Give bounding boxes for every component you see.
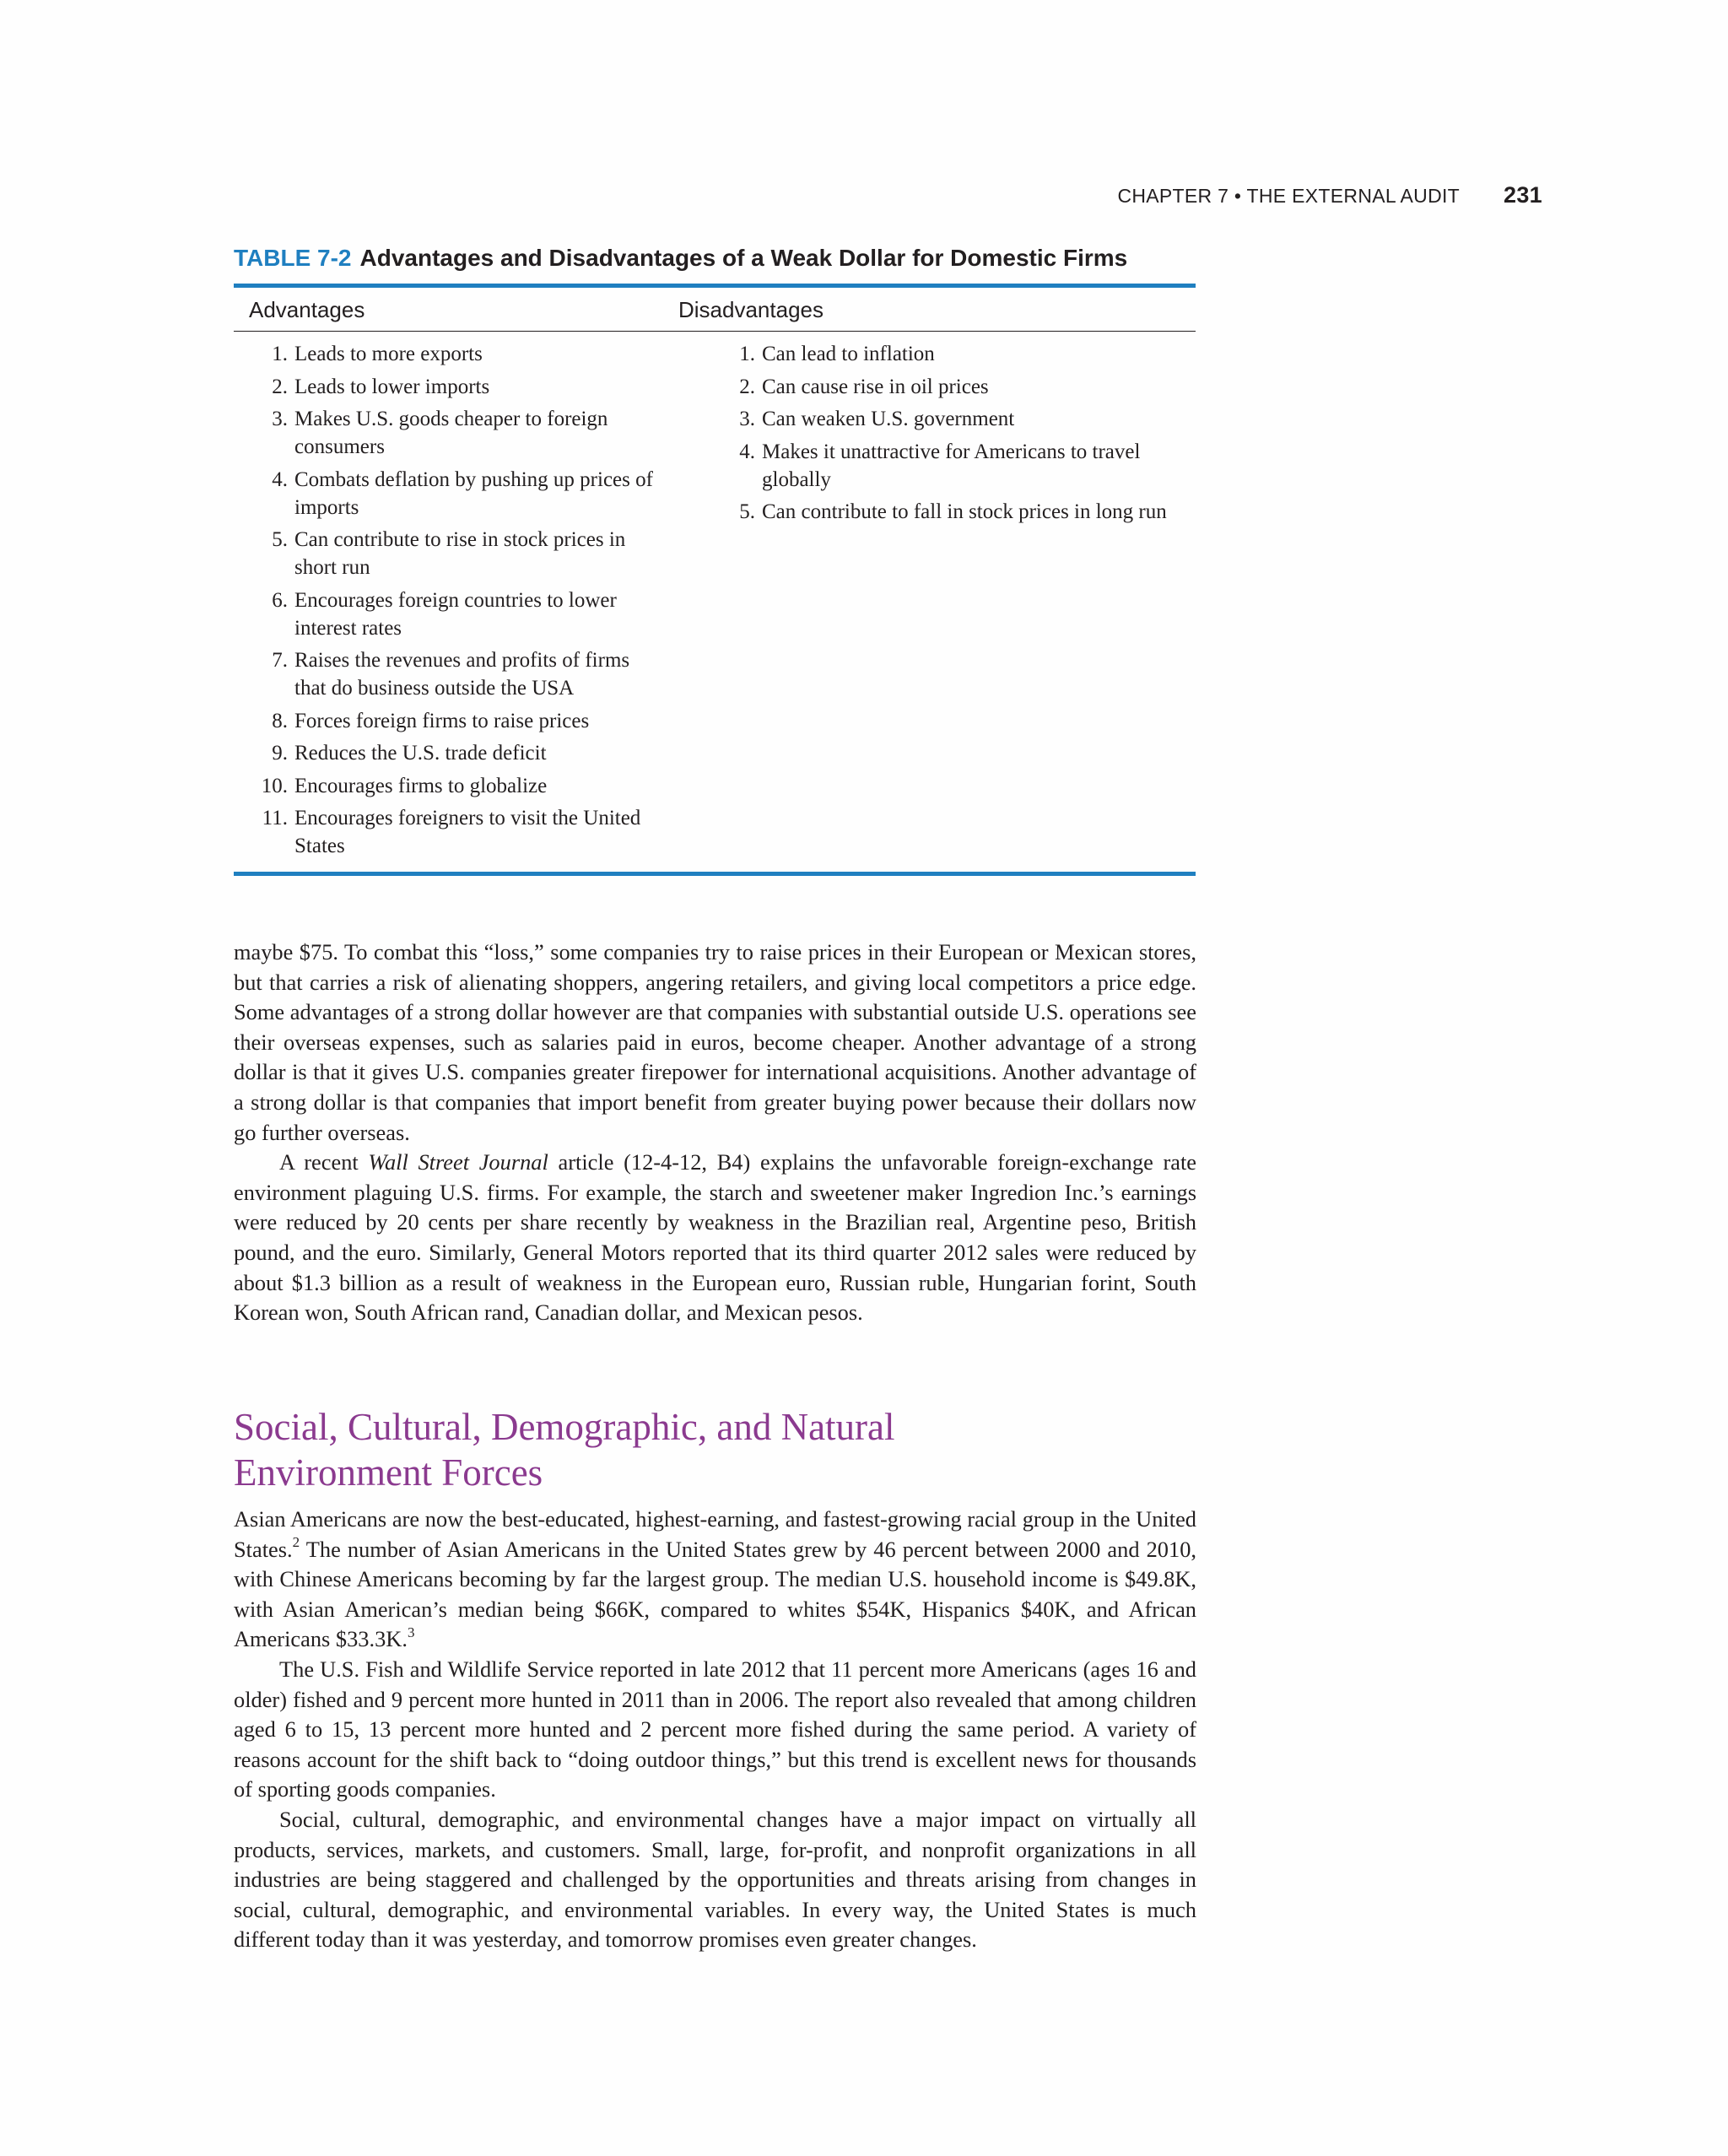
item-text: Leads to more exports <box>294 343 483 365</box>
text-run: Asian Americans are now the best-educated, highest-earning, and fastest-growing racial group in the United States. <box>234 1506 1196 1562</box>
publication-title: Wall Street Journal <box>368 1149 548 1175</box>
item-text: Can weaken U.S. government <box>762 408 1015 430</box>
item-number: 4. <box>739 440 755 463</box>
table-bottom-rule <box>234 872 1196 876</box>
body-text-lower <box>234 1505 1196 1955</box>
item-text: Makes it unattractive for Americans to travel globally <box>762 440 1141 491</box>
item-text: Leads to lower imports <box>294 375 490 398</box>
disadvantages-item <box>677 340 1196 368</box>
disadvantages-item <box>677 438 1196 494</box>
running-head <box>1117 182 1542 208</box>
section-heading-line: Social, Cultural, Demographic, and Natural <box>234 1406 895 1448</box>
disadvantages-column <box>677 340 1196 865</box>
running-title: CHAPTER 7 • THE EXTERNAL AUDIT <box>1117 185 1461 207</box>
advantages-item <box>234 804 677 860</box>
table-7-2 <box>234 243 1196 876</box>
disadvantages-item <box>677 373 1196 401</box>
item-text: Combats deflation by pushing up prices of imports <box>294 467 653 519</box>
disadvantages-item <box>677 498 1196 526</box>
item-number: 8. <box>272 709 288 732</box>
body-text-upper <box>234 938 1196 1328</box>
item-number: 3. <box>272 408 288 430</box>
item-number: 6. <box>272 588 288 612</box>
advantages-item <box>234 340 677 368</box>
disadvantages-item <box>677 405 1196 433</box>
paragraph <box>234 1148 1196 1328</box>
item-text: Encourages foreigners to visit the United States <box>294 807 641 857</box>
footnote-ref: 3 <box>407 1624 415 1640</box>
paragraph: Social, cultural, demographic, and environmental changes have a major impact on virtually all products, services, markets, and customers. Small, large, for-profit, and nonprofit organizations in all industries are being staggered and challenged by the opportunities and threats arising from changes in social, cultural, demographic, and environmental variables. In every way, the United States is much different today than it was yesterday, and tomorrow promises even greater changes. <box>234 1806 1196 1953</box>
page-number: 231 <box>1504 182 1542 208</box>
advantages-item <box>234 586 677 642</box>
disadvantages-header: Disadvantages <box>678 297 824 322</box>
item-text: Can cause rise in oil prices <box>762 375 989 398</box>
advantages-item <box>234 739 677 767</box>
advantages-item <box>234 526 677 581</box>
item-text: Raises the revenues and profits of firms that do business outside the USA <box>294 649 630 700</box>
item-number: 1. <box>739 343 755 365</box>
item-number: 5. <box>272 528 288 551</box>
table-number: TABLE 7-2 <box>234 245 352 271</box>
item-text: Can contribute to rise in stock prices in short run <box>294 528 626 579</box>
table-column-headers <box>234 288 1196 332</box>
text-run: article (12-4-12, B4) explains the unfavorable foreign-exchange rate environment plaguing U.S. firms. For example, the starch and sweetener maker Ingredion Inc.’s earnings were reduced by 20 cents per share recently by weakness in the Brazilian real, Argentine peso, British pound, and the euro. Similarly, General Motors reported that its third quarter 2012 sales were reduced by about $1.3 billion as a result of weakness in the European euro, Russian ruble, Hungarian forint, South Korean won, South African rand, Canadian dollar, and Mexican pesos. <box>234 1149 1196 1326</box>
item-number: 3. <box>739 408 755 430</box>
section-heading-line: Environment Forces <box>234 1451 543 1494</box>
item-text: Encourages firms to globalize <box>294 774 548 797</box>
advantages-header: Advantages <box>249 297 365 322</box>
item-number: 2. <box>739 375 755 398</box>
advantages-list <box>234 340 677 860</box>
advantages-item <box>234 646 677 702</box>
table-body <box>234 332 1196 872</box>
item-number: 5. <box>739 500 755 523</box>
item-number: 11. <box>262 807 288 829</box>
item-number: 7. <box>272 649 288 672</box>
advantages-item <box>234 466 677 521</box>
advantages-item <box>234 707 677 735</box>
item-number: 9. <box>272 742 288 765</box>
paragraph <box>234 1505 1196 1655</box>
table-title: Advantages and Disadvantages of a Weak Dollar for Domestic Firms <box>359 245 1128 271</box>
disadvantages-list <box>677 340 1196 526</box>
item-number: 1. <box>272 343 288 365</box>
advantages-item <box>234 373 677 401</box>
item-text: Encourages foreign countries to lower interest rates <box>294 588 617 640</box>
item-text: Can contribute to fall in stock prices in long run <box>762 500 1167 523</box>
item-number: 2. <box>272 375 288 398</box>
paragraph: maybe $75. To combat this “loss,” some companies try to raise prices in their European or Mexican stores, but that carries a risk of alienating shoppers, angering retailers, and giving local competitors a price edge. Some advantages of a strong dollar however are that companies with substantial outside U.S. operations see their overseas expenses, such as salaries paid in euros, become cheaper. Another advantage of a strong dollar is that it gives U.S. companies greater firepower for international acquisitions. Another advantage of a strong dollar is that companies that import benefit from greater buying power because their dollars now go further overseas. <box>234 939 1196 1145</box>
advantages-item <box>234 772 677 800</box>
advantages-column <box>234 340 677 865</box>
item-number: 10. <box>261 774 288 797</box>
footnote-ref: 2 <box>292 1533 300 1550</box>
paragraph: The U.S. Fish and Wildlife Service reported in late 2012 that 11 percent more Americans (ages 16 and older) fished and 9 percent more hunted in 2011 than in 2006. The report also revealed that among children aged 6 to 15, 13 percent more hunted and 2 percent more fished during the same period. A variety of reasons account for the shift back to “doing outdoor things,” but this trend is excellent news for thousands of sporting goods companies. <box>234 1656 1196 1802</box>
item-text: Can lead to inflation <box>762 343 935 365</box>
item-text: Reduces the U.S. trade deficit <box>294 742 547 765</box>
item-text: Forces foreign firms to raise prices <box>294 709 590 732</box>
advantages-item <box>234 405 677 461</box>
item-text: Makes U.S. goods cheaper to foreign consumers <box>294 408 608 458</box>
item-number: 4. <box>272 467 288 491</box>
table-caption <box>234 243 1196 273</box>
text-run: A recent <box>279 1149 369 1175</box>
section-heading <box>234 1404 1077 1495</box>
text-run: The number of Asian Americans in the United States grew by 46 percent between 2000 and 2010, with Chinese Americans becoming by far the largest group. The median U.S. household income is $49.8K, with Asian American’s median being $66K, compared to whites $54K, Hispanics $40K, and African Americans $33.3K. <box>234 1536 1196 1652</box>
